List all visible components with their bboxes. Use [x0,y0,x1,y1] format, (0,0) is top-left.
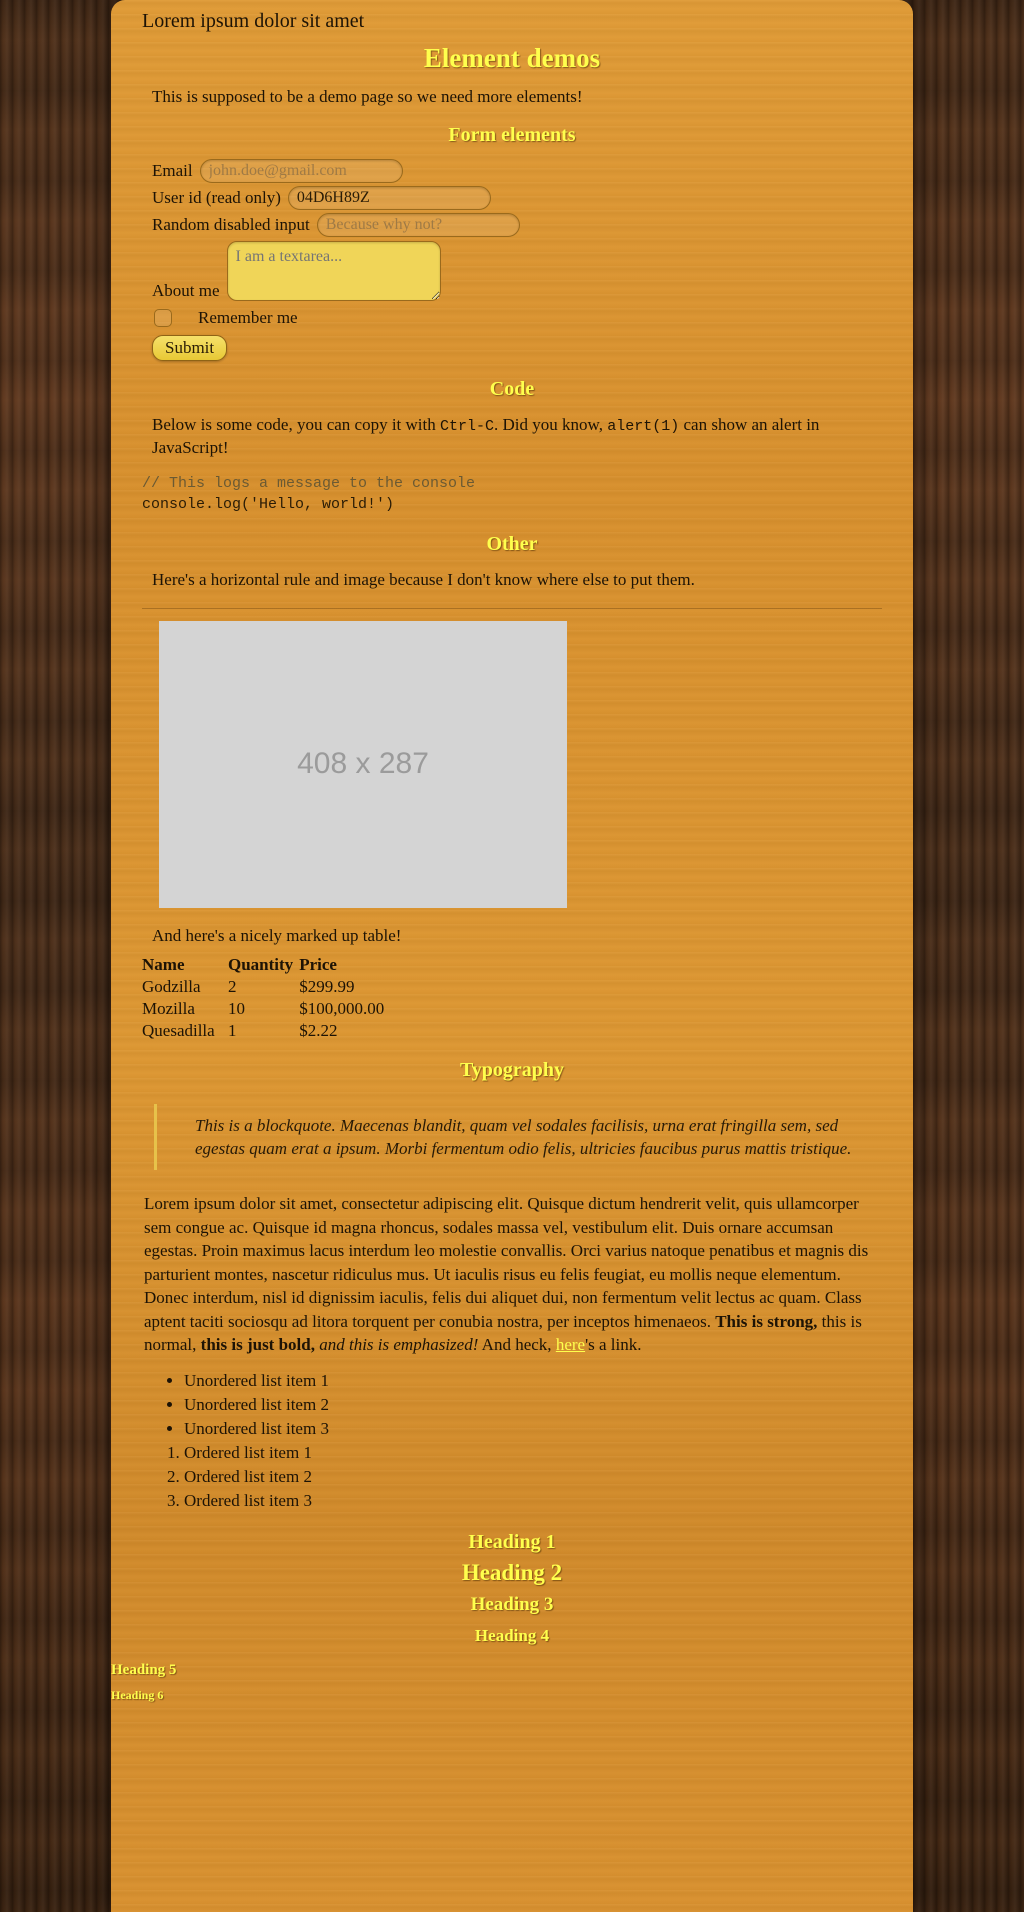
link-lead-text: And heck, [478,1335,556,1355]
submit-button[interactable]: Submit [152,335,227,361]
column-header-name: Name [142,954,185,974]
unordered-list [142,1369,882,1441]
column-header-price: Price [299,954,337,974]
submit-row [152,335,882,361]
email-label: Email [152,161,193,180]
cell-name: Godzilla [142,976,201,996]
link-tail-text: 's a link. [585,1335,642,1355]
about-textarea[interactable] [227,241,441,301]
section-heading-code: Code [489,378,535,400]
ordered-list [142,1441,882,1513]
table-intro: And here's a nicely marked up table! [152,925,402,945]
strong-text: This is strong, [715,1311,818,1331]
userid-row [152,186,882,210]
table-header-row [142,954,499,976]
cell-price: $100,000.00 [299,998,385,1018]
page-container [111,0,913,1912]
list-item: • Unordered list item 3 [184,1417,882,1441]
page-title: Element demos [423,43,601,73]
table-row [142,1020,499,1042]
list-item: 2. Ordered list item 2 [184,1465,882,1489]
demo-form [142,159,882,361]
cell-quantity: 10 [228,998,245,1018]
kbd-shortcut: Ctrl-C [440,418,495,435]
inline-link[interactable]: here [555,1335,586,1355]
heading-5: Heading 5 [111,1662,177,1679]
intro-paragraph: This is supposed to be a demo page so we need more elements! [152,87,583,106]
disabled-row [152,213,882,237]
site-title: Lorem ipsum dolor sit amet [142,10,365,32]
list-item: 1. Ordered list item 1 [184,1441,882,1465]
code-paragraph-part2: . Did you know, [494,415,608,434]
list-item: • Unordered list item 1 [184,1369,882,1393]
normal-text: this is normal, [144,1311,862,1355]
disabled-label: Random disabled input [152,215,310,234]
headings-demo [111,1531,882,1703]
table-row [142,998,499,1020]
disabled-field [317,213,520,237]
section-heading-typography: Typography [459,1058,565,1081]
column-header-quantity: Quantity [228,954,294,974]
section-heading-form: Form elements [448,124,576,146]
image-dimensions-label: 408 x 287 [297,747,429,780]
heading-4: Heading 4 [474,1626,550,1646]
section-heading-other: Other [486,532,538,555]
cell-price: $2.22 [299,1020,338,1040]
about-label: About me [152,281,220,300]
lorem-paragraph [142,1192,882,1356]
email-field[interactable] [200,159,403,183]
remember-me-checkbox[interactable] [154,309,172,327]
list-item: 3. Ordered list item 3 [184,1489,882,1513]
products-table [142,954,499,1042]
horizontal-rule [142,608,882,609]
code-comment-line: // This logs a message to the console [142,475,476,493]
userid-label: User id (read only) [152,188,281,207]
code-paragraph-part3: can show an alert in JavaScript! [152,415,820,458]
code-paragraph-part1: Below is some code, you can copy it with [152,415,441,434]
about-row [152,241,882,301]
code-source-line: console.log('Hello, world!') [142,495,395,513]
code-paragraph [142,414,882,460]
heading-6: Heading 6 [111,1688,164,1703]
list-item: • Unordered list item 2 [184,1393,882,1417]
cell-quantity: 2 [228,976,237,996]
inline-code: alert(1) [607,418,680,435]
remember-row [152,308,882,328]
remember-me-label: Remember me [198,308,298,327]
email-row [152,159,882,183]
code-block [142,474,882,515]
other-paragraph: Here's a horizontal rule and image because I don't know where else to put them. [152,569,695,589]
demo-image [159,621,567,908]
lorem-text: Lorem ipsum dolor sit amet, consectetur adipiscing elit. Quisque dictum hendrerit velit, quis ullamcorper sem congue ac. Quisque id magna rhoncus, sodales massa vel, vestibulum elit. Duis ornare accumsan egestas. Proin maximus lacus interdum leo molestie convallis. Orci varius natoque penatibus et magnis dis parturient montes, nascetur ridiculus mus. Ut iaculis risus eu felis feugiat, eu mollis neque elementum. Donec interdum, nisl id dignissim iaculis, felis dui aliquet dui, non fermentum velit lectus ac quam. Class aptent taciti sociosqu ad litora torquent per conubia nostra, per inceptos himenaeos. [144,1194,869,1331]
heading-1: Heading 1 [468,1531,556,1554]
cell-price: $299.99 [299,976,355,996]
userid-field[interactable] [288,186,491,210]
cell-quantity: 1 [228,1020,237,1040]
table-row [142,976,499,998]
cell-name: Mozilla [142,998,195,1018]
bold-text: this is just bold, [200,1335,315,1355]
emphasized-text: and this is emphasized! [314,1335,479,1355]
blockquote: This is a blockquote. Maecenas blandit, quam vel sodales facilisis, urna erat fringilla sem, sed egestas quam erat a ipsum. Morbi fermentum odio felis, ultricies faucibus purus mattis tristique. [154,1104,863,1171]
cell-name: Quesadilla [142,1020,215,1040]
heading-2: Heading 2 [461,1560,563,1586]
heading-3: Heading 3 [470,1594,554,1616]
